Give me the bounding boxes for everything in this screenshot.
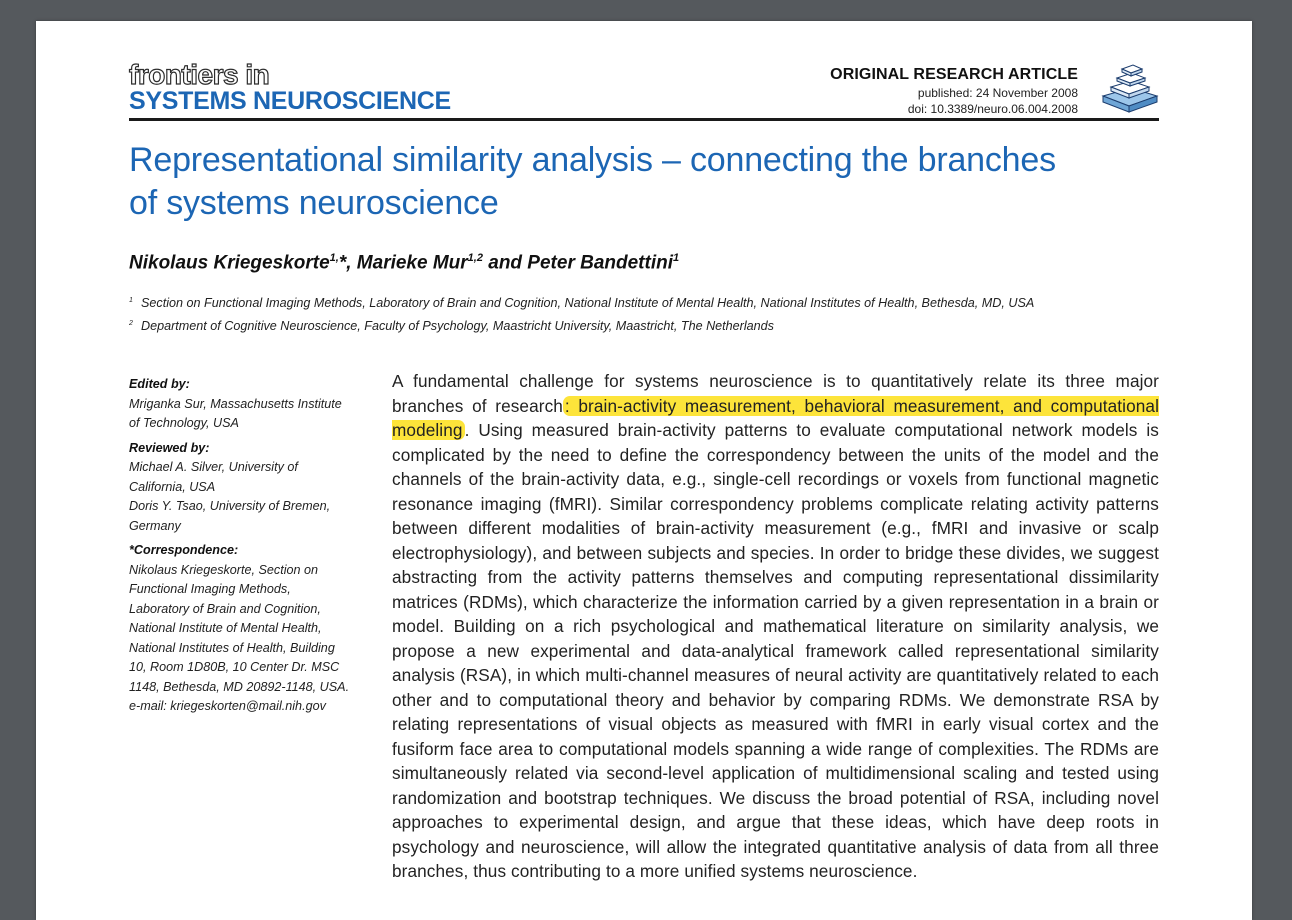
journal-logo — [129, 61, 451, 114]
published-date: published: 24 November 2008 — [917, 86, 1078, 100]
affiliation-1 — [129, 291, 1159, 314]
article-type: ORIGINAL RESEARCH ARTICLE — [830, 66, 1078, 83]
author-name: Nikolaus Kriegeskorte — [129, 252, 330, 274]
doi: doi: 10.3389/neuro.06.004.2008 — [907, 102, 1078, 116]
author-affil-sup: 1 — [673, 252, 680, 264]
correspondence-line: Nikolaus Kriegeskorte, Section on — [129, 562, 319, 577]
correspondence-line: 1148, Bethesda, MD 20892-1148, USA. — [129, 679, 350, 694]
affiliation-number: 2 — [129, 319, 133, 327]
highlighted-text[interactable]: : brain-activity measurement, behavioral measurement, and computational modeling — [392, 395, 1159, 440]
correspondence-label: *Correspondence: — [129, 543, 239, 557]
correspondence-line: National Institutes of Health, Building — [129, 640, 335, 655]
author-name: and Peter Bandettini — [482, 252, 673, 274]
reviewed-by-label: Reviewed by: — [129, 440, 210, 455]
correspondence-line: Laboratory of Brain and Cognition, — [129, 601, 321, 616]
header-rule — [129, 118, 1159, 121]
editorial-sidebar — [129, 375, 374, 717]
correspondence-line: National Institute of Mental Health, — [129, 621, 322, 635]
affiliations — [129, 291, 1159, 336]
journal-name-top: frontiers in — [129, 59, 270, 90]
affiliation-text: Department of Cognitive Neuroscience, Faculty of Psychology, Maastricht University, Maastricht, The Netherlands — [141, 318, 774, 333]
affiliation-number: 1 — [129, 297, 133, 304]
author-mark: *, — [338, 252, 352, 274]
affiliation-text: Section on Functional Imaging Methods, Laboratory of Brain and Cognition, National Institute of Mental Health, National Institutes of Health, Bethesda, MD, USA — [141, 296, 1035, 310]
editor-line: of Technology, USA — [129, 416, 239, 430]
reviewer-line: Doris Y. Tsao, University of Bremen, — [129, 499, 331, 513]
author-name: Marieke Mur — [351, 252, 468, 274]
abstract-text: A fundamental challenge for systems neuroscience is to quantitatively relate its three major branches of research — [392, 371, 1159, 416]
editor-line: Mriganka Sur, Massachusetts Institute — [129, 396, 342, 411]
author-affil-sup: 1, — [329, 252, 339, 264]
abstract — [392, 369, 1159, 884]
journal-section-icon — [1101, 62, 1159, 114]
author-list — [129, 252, 679, 274]
journal-name-bottom: SYSTEMS NEUROSCIENCE — [129, 87, 451, 115]
article-info — [830, 65, 1078, 117]
correspondence-email[interactable]: e-mail: kriegeskorten@mail.nih.gov — [129, 699, 326, 713]
correspondence-line: 10, Room 1D80B, 10 Center Dr. MSC — [129, 660, 340, 674]
title-line-2: of systems neuroscience — [129, 184, 499, 222]
pdf-page — [36, 21, 1252, 920]
reviewer-line: California, USA — [129, 479, 216, 494]
article-title — [129, 139, 1169, 225]
title-line-1: Representational similarity analysis – connecting the branches — [129, 141, 1056, 179]
correspondence-line: Functional Imaging Methods, — [129, 582, 291, 596]
reviewer-line: Michael A. Silver, University of — [129, 460, 298, 474]
abstract-text: . Using measured brain-activity patterns to evaluate computational network models is complicated by the need to define the correspondency between the units of the model and the channels of the brain-activity data, e.g., single-cell recordings or voxels from functional magnetic resonance imaging (fMRI). Similar correspondency problems complicate relating activity patterns between different modalities of brain-activity measurement (e.g., fMRI and invasive or scalp electrophysiology), and between subjects and species. In order to bridge these divides, we suggest abstracting from the activity patterns themselves and computing representational dissimilarity matrices (RDMs), which characterize the information carried by a given representation in a brain or model. Building on a rich psychological and mathematical literature on similarity analysis, we propose a new experimental and data-analytical framework called representational similarity analysis (RSA), in which multi-channel measures of neural activity are quantitatively related to each other and to computational theory and behavior by comparing RDMs. We demonstrate RSA by relating representations of visual objects as measured with fMRI in early visual cortex and the fusiform face area to computational models spanning a wide range of complexities. The RDMs are simultaneously related via second-level application of multidimensional scaling and tested using randomization and bootstrap techniques. We discuss the broad potential of RSA, including novel approaches to experimental design, and argue that these ideas, which have deep roots in psychology and neuroscience, will allow the integrated quantitative analysis of data from all three branches, thus contributing to a more unified systems neuroscience. — [392, 420, 1159, 881]
author-affil-sup: 1,2 — [467, 252, 483, 264]
affiliation-2 — [129, 314, 1159, 337]
edited-by-label: Edited by: — [129, 377, 190, 391]
reviewer-line: Germany — [129, 518, 181, 533]
